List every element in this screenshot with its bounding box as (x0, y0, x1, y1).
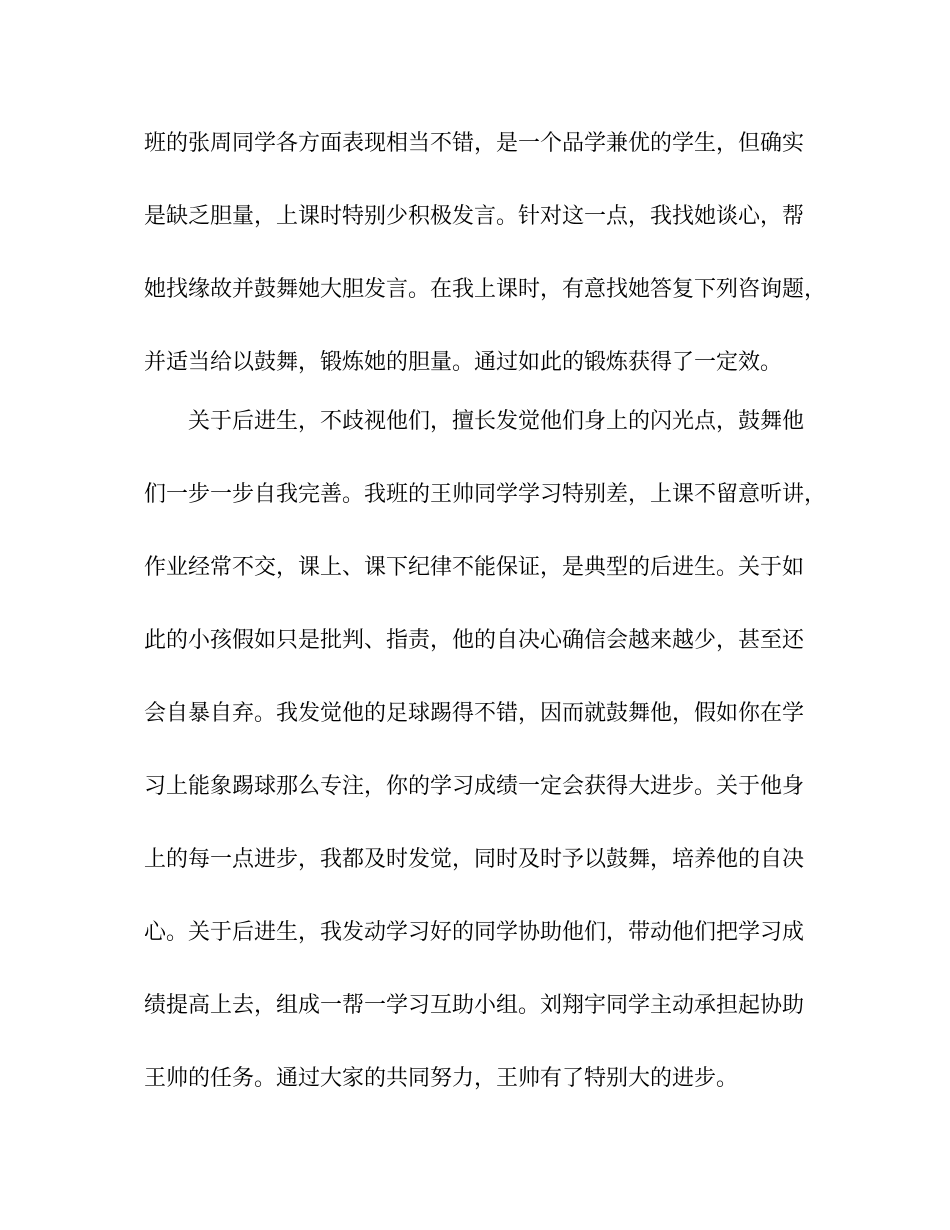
text-line: 绩提高上去，组成一帮一学习互助小组。刘翔宇同学主动承担起协助 (144, 993, 805, 1018)
text-line: 会自暴自弃。我发觉他的足球踢得不错，因而就鼓舞他，假如你在学 (144, 701, 805, 726)
text-line: 王帅的任务。通过大家的共同努力，王帅有了特别大的进步。 (144, 1066, 739, 1091)
text-line: 们一步一步自我完善。我班的王帅同学学习特别差，上课不留意听讲， (144, 482, 827, 507)
text-line: 心。关于后进生，我发动学习好的同学协助他们，带动他们把学习成 (144, 920, 805, 945)
text-line: 此的小孩假如只是批判、指责，他的自决心确信会越来越少，甚至还 (144, 628, 805, 653)
text-line: 习上能象踢球那么专注，你的学习成绩一定会获得大进步。关于他身 (144, 774, 805, 799)
text-line: 上的每一点进步，我都及时发觉，同时及时予以鼓舞，培养他的自决 (144, 847, 805, 872)
text-line: 班的张周同学各方面表现相当不错，是一个品学兼优的学生，但确实 (144, 131, 805, 156)
text-line: 她找缘故并鼓舞她大胆发言。在我上课时，有意找她答复下列咨询题， (144, 277, 827, 302)
text-line: 是缺乏胆量，上课时特别少积极发言。针对这一点，我找她谈心，帮 (144, 204, 805, 229)
paragraph-first-line: 关于后进生，不歧视他们，擅长发觉他们身上的闪光点，鼓舞他 (188, 409, 805, 434)
text-line: 并适当给以鼓舞，锻炼她的胆量。通过如此的锻炼获得了一定效。 (144, 350, 783, 375)
text-line: 作业经常不交，课上、课下纪律不能保证，是典型的后进生。关于如 (144, 555, 805, 580)
